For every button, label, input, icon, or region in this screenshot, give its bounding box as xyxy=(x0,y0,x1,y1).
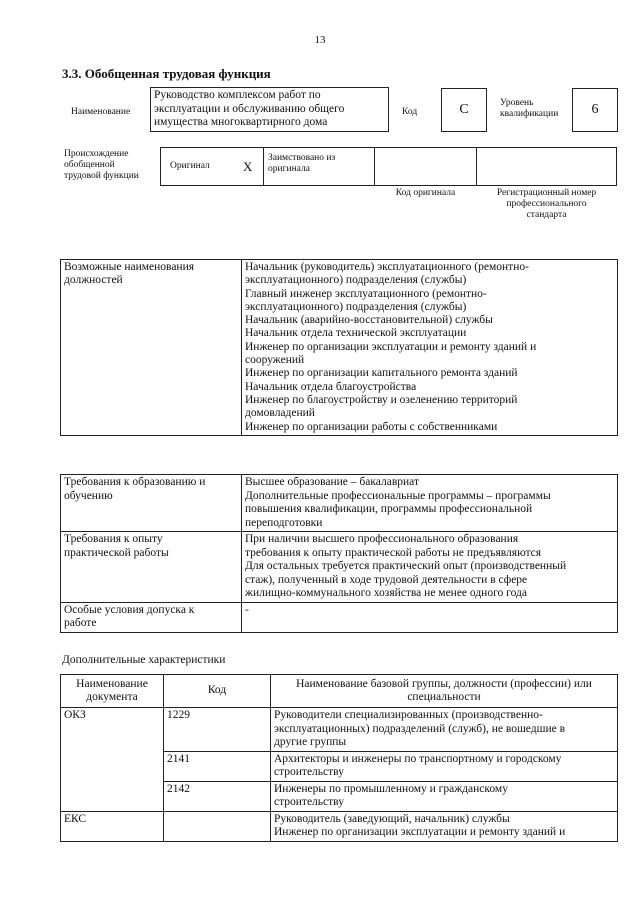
requirement-row xyxy=(61,532,618,603)
borrowed-label: Заимствовано из оригинала xyxy=(268,153,336,174)
requirement-label: Особые условия допуска к работе xyxy=(61,602,242,632)
requirement-row xyxy=(61,602,618,632)
original-mark: X xyxy=(243,159,253,174)
row-name: Архитекторы и инженеры по транспортному и городскому строительству xyxy=(271,751,618,781)
position-line: Начальник отдела благоустройства xyxy=(245,380,417,393)
requirement-value: При наличии высшего профессионального образования требования к опыту практической работы не предъявляются Для остальных требуется практический опыт (производственный стаж), полученный в ходе трудовой деятельности в сфере жилищно-коммунального хозяйства не менее одного года xyxy=(242,532,618,603)
row-name: Руководитель (заведующий, начальник) службы Инженер по организации эксплуатации и ремонту зданий и xyxy=(271,811,618,841)
requirement-row xyxy=(61,475,618,532)
function-name-box xyxy=(150,87,389,132)
table-row xyxy=(61,811,618,841)
level-label: Уровень квалификации xyxy=(500,98,559,119)
row-code: 2141 xyxy=(164,751,271,781)
position-line: Инженер по организации эксплуатации и ремонту зданий и xyxy=(245,340,537,353)
position-line: Инженер по организации работы с собственниками xyxy=(245,420,498,433)
additional-header-row xyxy=(61,675,618,708)
positions-list-cell xyxy=(242,260,618,436)
position-line: Начальник (руководитель) эксплуатационного (ремонтно- xyxy=(245,261,529,273)
positions-table xyxy=(60,259,618,436)
row-code xyxy=(164,811,271,841)
section-title: 3.3. Обобщенная трудовая функция xyxy=(62,66,271,81)
function-name-line: эксплуатации и обслуживанию общего xyxy=(154,102,345,115)
position-line: Начальник отдела технической эксплуатации xyxy=(245,327,467,340)
code-original-label: Код оригинала xyxy=(395,188,456,198)
code-value: C xyxy=(459,102,469,117)
table-row xyxy=(61,708,618,752)
position-line: Инженер по организации капитального ремонта зданий xyxy=(245,367,518,380)
position-line: эксплуатационного) подразделения (службы) xyxy=(245,300,467,313)
original-label: Оригинал xyxy=(170,161,210,171)
position-line: эксплуатационного) подразделения (службы) xyxy=(245,274,467,287)
additional-table xyxy=(60,674,618,842)
reg-number-cell xyxy=(476,147,617,186)
requirement-value: Высшее образование – бакалавриат Дополнительные профессиональные программы – программы повышения квалификации, программы профессиональной переподготовки xyxy=(242,475,618,532)
row-code: 2142 xyxy=(164,781,271,811)
position-line: сооружений xyxy=(245,354,305,367)
name-label: Наименование xyxy=(71,107,131,117)
page-number: 13 xyxy=(314,34,326,46)
header-doc: Наименование документа xyxy=(61,675,164,708)
position-line: домовладений xyxy=(245,407,315,420)
header-code: Код xyxy=(164,675,271,708)
origin-label: Происхождение обобщенной трудовой функции xyxy=(64,149,139,181)
code-original-cell xyxy=(374,147,477,186)
function-name-line: Руководство комплексом работ по xyxy=(154,89,321,101)
row-doc: ОКЗ xyxy=(61,708,164,812)
requirements-table xyxy=(60,474,618,633)
header-name: Наименование базовой группы, должности (профессии) или специальности xyxy=(271,675,618,708)
level-value: 6 xyxy=(591,102,599,117)
row-doc: ЕКС xyxy=(61,811,164,841)
row-name: Руководители специализированных (производственно- эксплуатационных) подразделений (служб), не вошедшие в другие группы xyxy=(271,708,618,752)
code-value-box xyxy=(441,88,487,132)
function-name-line: имущества многоквартирного дома xyxy=(154,116,328,128)
reg-number-label: Регистрационный номер профессионального стандарта xyxy=(496,188,597,220)
level-value-box xyxy=(572,88,618,132)
requirement-label: Требования к опыту практической работы xyxy=(61,532,242,603)
code-label: Код xyxy=(402,107,418,117)
position-line: Начальник (аварийно-восстановительной) службы xyxy=(245,314,493,327)
requirement-value: - xyxy=(242,602,618,632)
requirement-label: Требования к образованию и обучению xyxy=(61,475,242,532)
position-line: Главный инженер эксплуатационного (ремонтно- xyxy=(245,287,487,300)
row-name: Инженеры по промышленному и гражданскому строительству xyxy=(271,781,618,811)
positions-label-cell: Возможные наименования должностей xyxy=(61,260,242,436)
additional-title: Дополнительные характеристики xyxy=(62,654,226,666)
row-code: 1229 xyxy=(164,708,271,752)
position-line: Инженер по благоустройству и озеленению территорий xyxy=(245,393,518,406)
